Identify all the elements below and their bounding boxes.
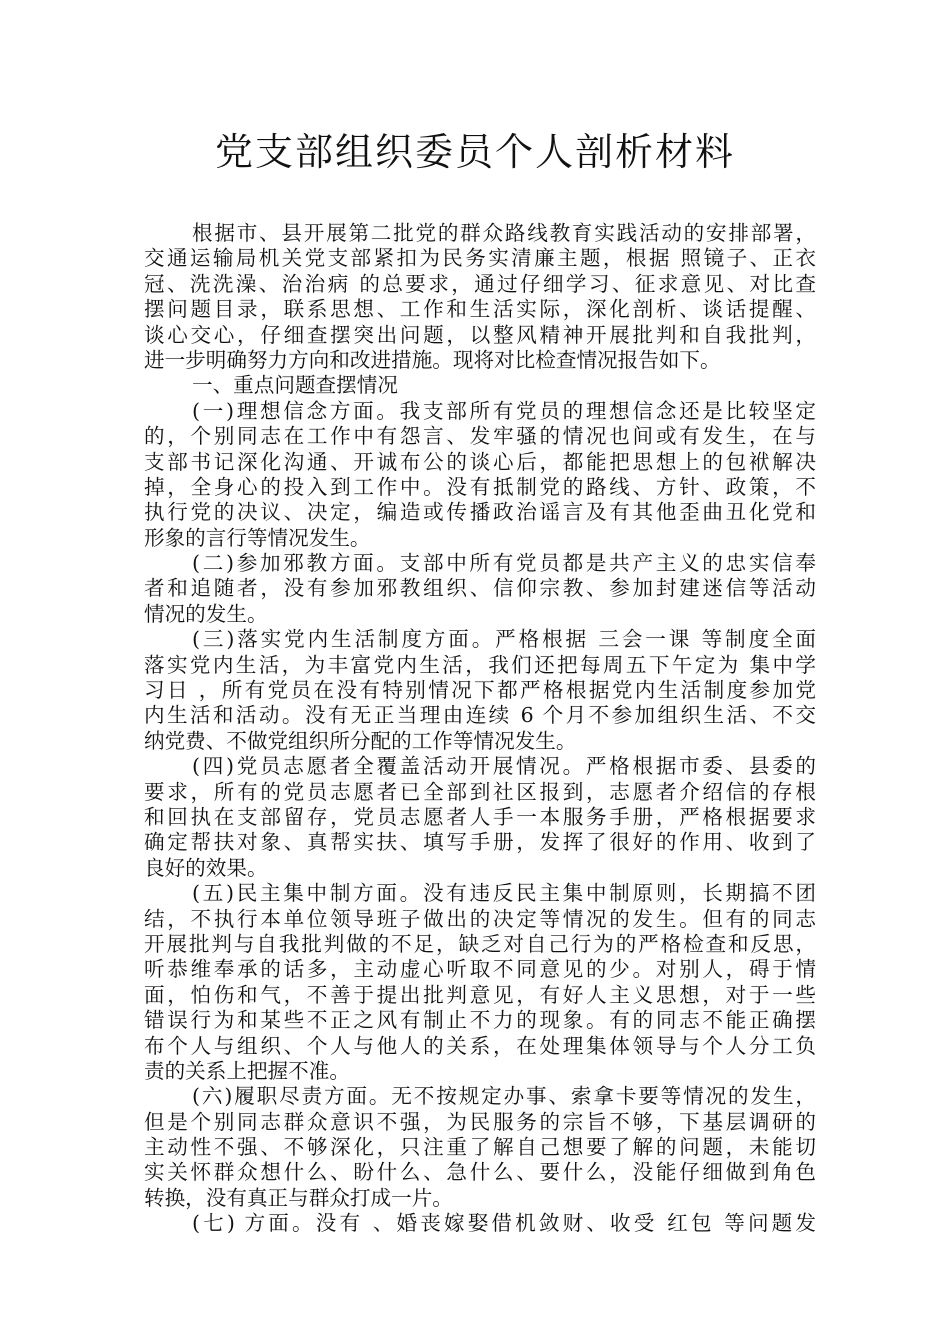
text-line: 习日 ，所有党员在没有特别情况下都严格根据党内生活制度参加党 bbox=[144, 678, 816, 703]
text-line: 冠、洗洗澡、治治病 的总要求，通过仔细学习、征求意见、对比查 bbox=[144, 271, 816, 296]
text-line: 转换，没有真正与群众打成一片。 bbox=[144, 1185, 453, 1210]
text-line: 开展批判与自我批判做的不足，缺乏对自己行为的严格检查和反思， bbox=[144, 931, 816, 956]
text-line: 进一步明确努力方向和改进措施。现将对比检查情况报告如下。 bbox=[144, 347, 721, 372]
text-line: (七) 方面。没有 、婚丧嫁娶借机敛财、收受 红包 等问题发 bbox=[192, 1211, 816, 1236]
text-line: 纳党费、不做党组织所分配的工作等情况发生。 bbox=[144, 728, 577, 753]
text-line: (四)党员志愿者全覆盖活动开展情况。严格根据市委、县委的 bbox=[192, 754, 816, 779]
text-line: 要求，所有的党员志愿者已全部到社区报到，志愿者介绍信的存根 bbox=[144, 779, 816, 804]
text-line: 摆问题目录，联系思想、工作和生活实际，深化剖析、谈话提醒、 bbox=[144, 297, 816, 322]
text-line: 交通运输局机关党支部紧扣为民务实清廉主题，根据 照镜子、正衣 bbox=[144, 246, 816, 271]
text-line: 面，怕伤和气，不善于提出批判意见，有好人主义思想，对于一些 bbox=[144, 982, 816, 1007]
text-line: 但是个别同志群众意识不强，为民服务的宗旨不够，下基层调研的 bbox=[144, 1109, 816, 1134]
section-heading: 一、重点问题查摆情况 bbox=[192, 373, 398, 398]
text-line: 谈心交心，仔细查摆突出问题，以整风精神开展批判和自我批判， bbox=[144, 322, 816, 347]
text-line: 良好的效果。 bbox=[144, 855, 268, 880]
document-body bbox=[144, 221, 816, 1237]
text-line: 根据市、县开展第二批党的群众路线教育实践活动的安排部署， bbox=[192, 221, 816, 245]
text-line: 掉，全身心的投入到工作中。没有抵制党的路线、方针、政策，不 bbox=[144, 474, 816, 499]
text-line: 内生活和活动。没有无正当理由连续 6 个月不参加组织生活、不交 bbox=[144, 703, 816, 728]
text-line: 听恭维奉承的话多，主动虚心听取不同意见的少。对别人，碍于情 bbox=[144, 957, 816, 982]
text-line: 者和追随者，没有参加邪教组织、信仰宗教、参加封建迷信等活动 bbox=[144, 576, 816, 601]
text-line: (二)参加邪教方面。支部中所有党员都是共产主义的忠实信奉 bbox=[192, 551, 816, 576]
text-line: 情况的发生。 bbox=[144, 601, 268, 626]
text-line: (六)履职尽责方面。无不按规定办事、索拿卡要等情况的发生， bbox=[192, 1084, 816, 1109]
text-line: 支部书记深化沟通、开诚布公的谈心后，都能把思想上的包袱解决 bbox=[144, 449, 816, 474]
text-line: 结，不执行本单位领导班子做出的决定等情况的发生。但有的同志 bbox=[144, 906, 816, 931]
text-line: 主动性不强、不够深化，只注重了解自己想要了解的问题，未能切 bbox=[144, 1135, 816, 1160]
text-line: 实关怀群众想什么、盼什么、急什么、要什么，没能仔细做到角色 bbox=[144, 1160, 816, 1185]
text-line: 确定帮扶对象、真帮实扶、填写手册，发挥了很好的作用、收到了 bbox=[144, 830, 816, 855]
text-line: 责的关系上把握不准。 bbox=[144, 1058, 350, 1083]
text-line: 布个人与组织、个人与他人的关系，在处理集体领导与个人分工负 bbox=[144, 1033, 816, 1058]
text-line: (一)理想信念方面。我支部所有党员的理想信念还是比较坚定 bbox=[192, 398, 816, 423]
text-line: 和回执在支部留存，党员志愿者人手一本服务手册，严格根据要求 bbox=[144, 804, 816, 829]
text-line: (三)落实党内生活制度方面。严格根据 三会一课 等制度全面 bbox=[192, 627, 816, 652]
text-line: 错误行为和某些不正之风有制止不力的现象。有的同志不能正确摆 bbox=[144, 1008, 816, 1033]
text-line: 执行党的决议、决定，编造或传播政治谣言及有其他歪曲丑化党和 bbox=[144, 500, 816, 525]
text-line: 的，个别同志在工作中有怨言、发牢骚的情况也间或有发生，在与 bbox=[144, 424, 816, 449]
text-line: (五)民主集中制方面。没有违反民主集中制原则，长期搞不团 bbox=[192, 881, 816, 906]
document-title: 党支部组织委员个人剖析材料 bbox=[214, 130, 735, 174]
text-line: 形象的言行等情况发生。 bbox=[144, 525, 371, 550]
text-line: 落实党内生活，为丰富党内生活，我们还把每周五下午定为 集中学 bbox=[144, 652, 816, 677]
